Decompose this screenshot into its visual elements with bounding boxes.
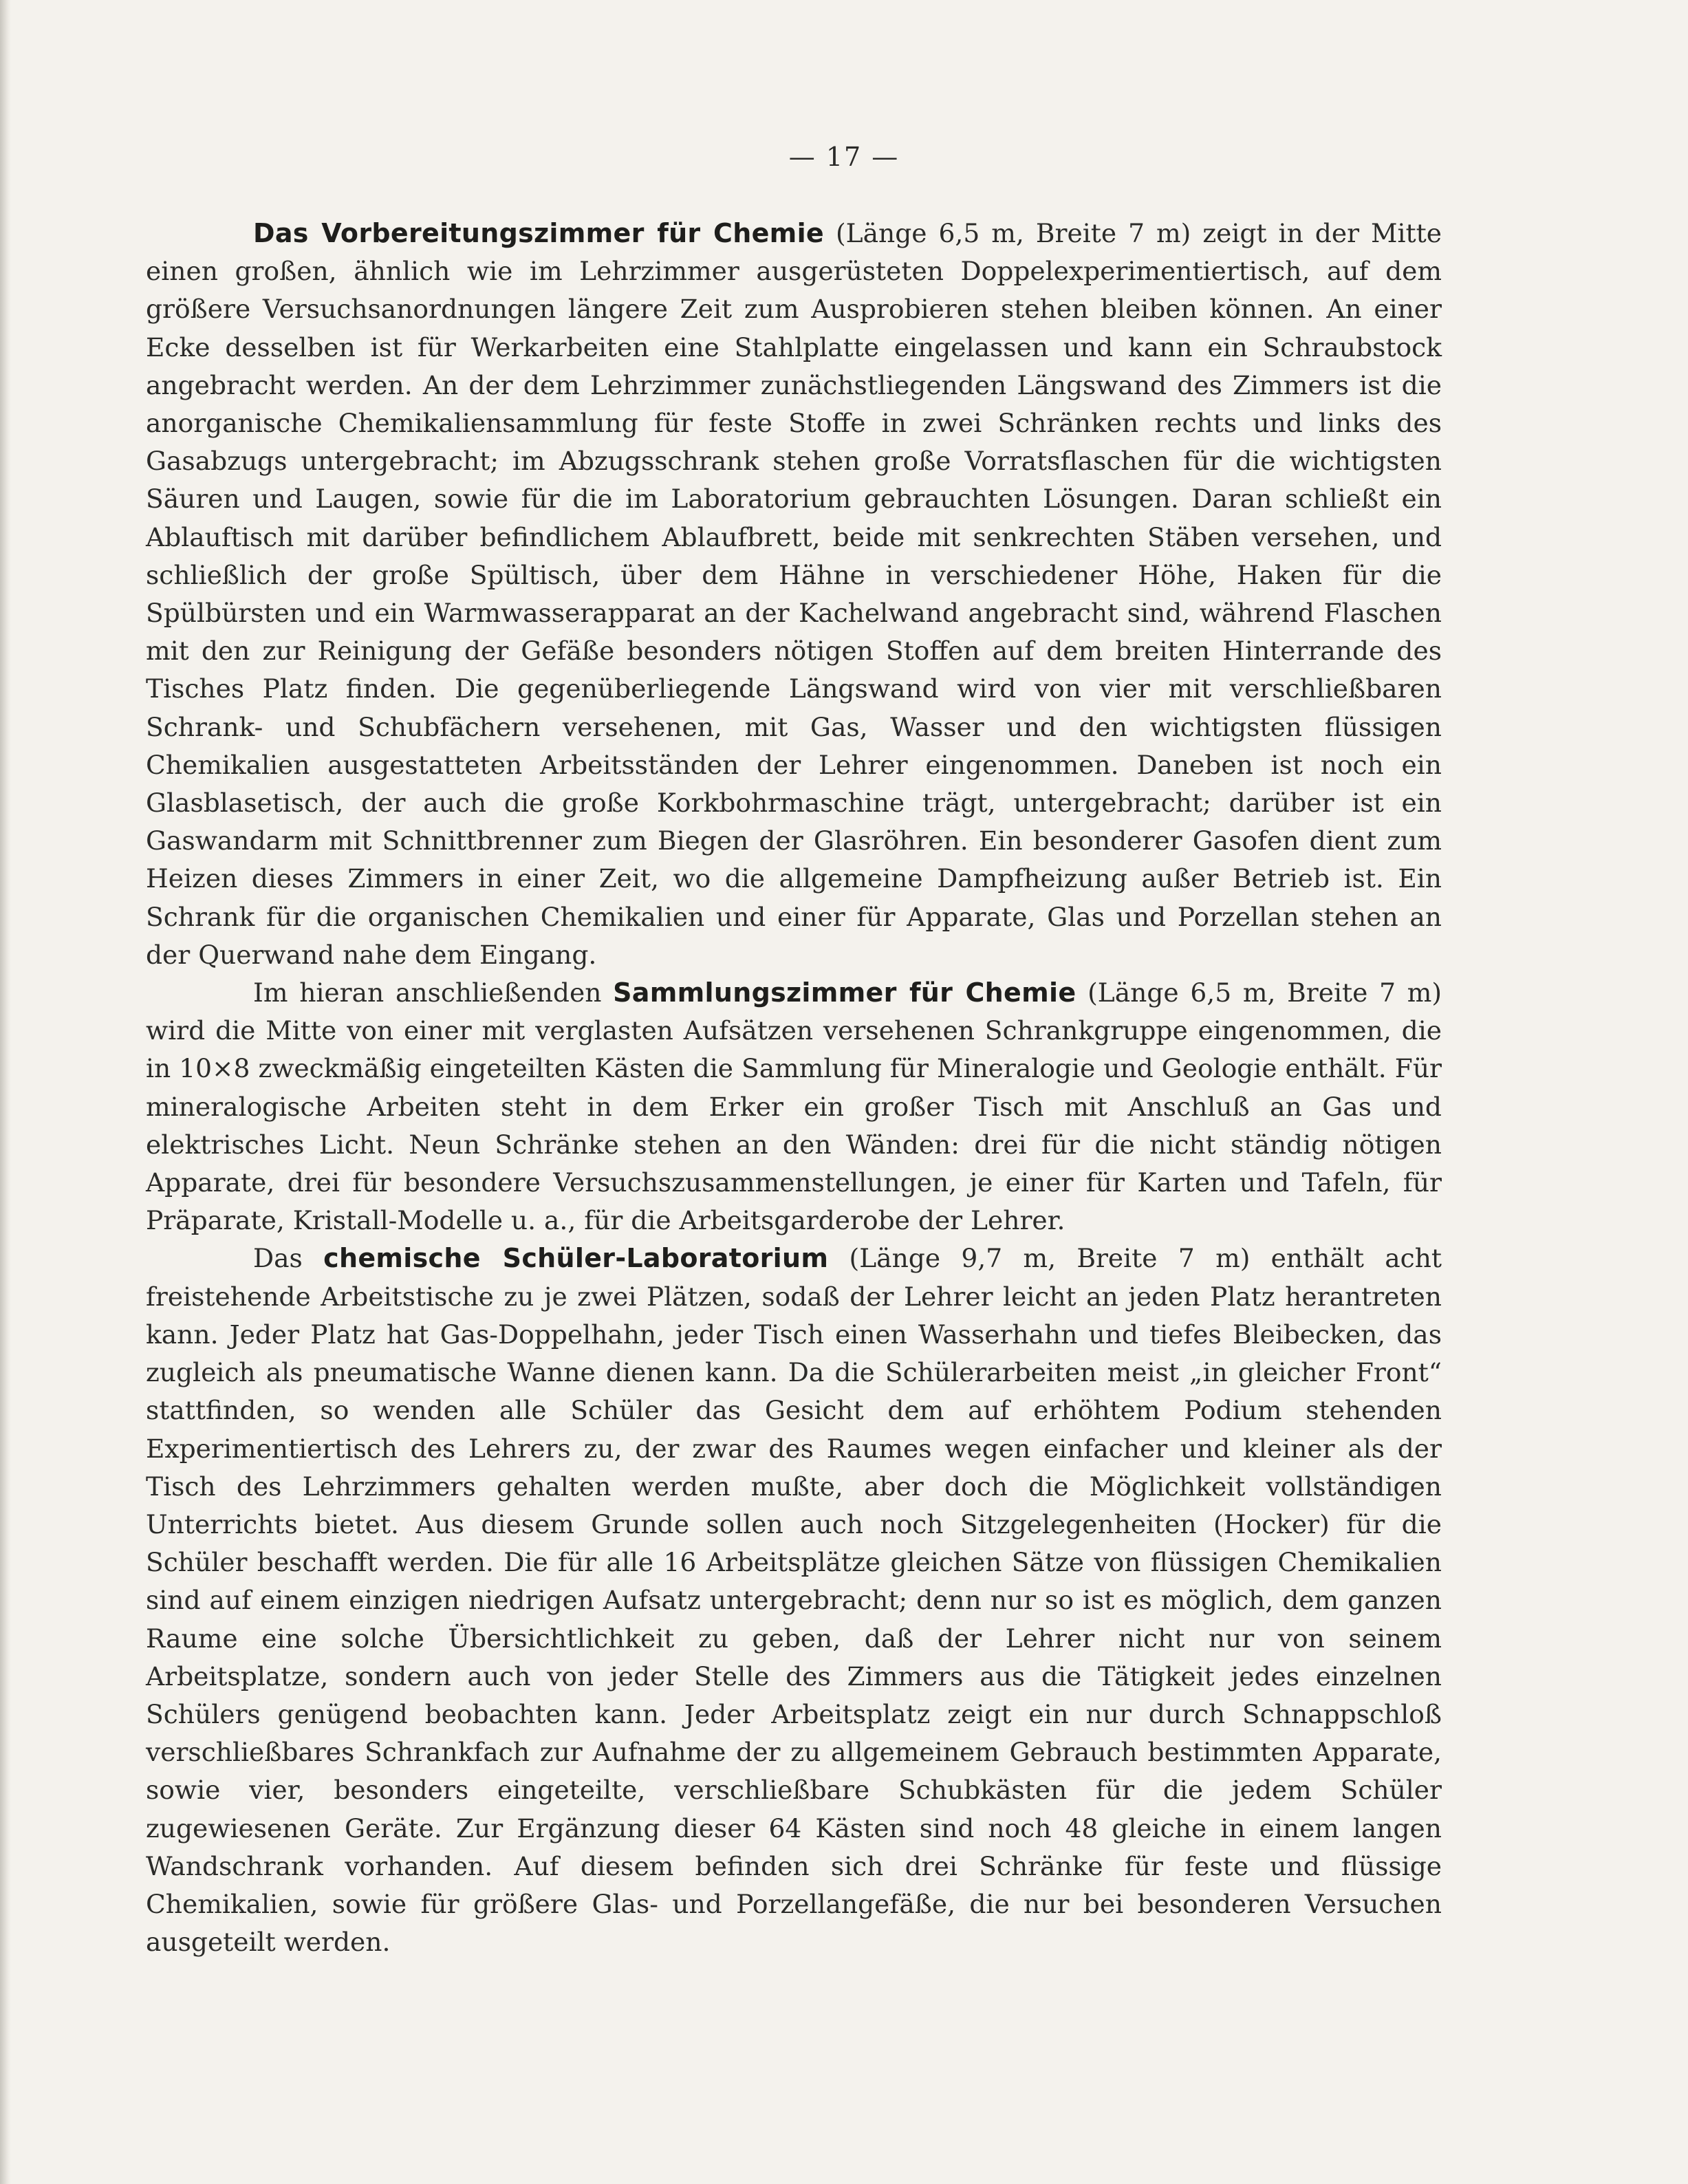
paragraph-lead: Das (253, 1243, 324, 1274)
paragraph-sammlungszimmer (146, 974, 1442, 1240)
heading-vorbereitungszimmer: Das Vorbereitungszimmer für Chemie (253, 218, 824, 248)
paragraph-lead: Im hieran anschließenden (253, 977, 614, 1008)
paragraph-schueler-laboratorium (146, 1240, 1442, 1961)
paragraph-vorbereitungszimmer (146, 215, 1442, 974)
paragraph-text: (Länge 9,7 m, Breite 7 m) enthält acht freistehende Arbeitstische zu je zwei Plätzen, sodaß der Lehrer leicht an jeden Platz herantreten kann. Jeder Platz hat Gas-Doppelhahn, jeder Tisch einen Wasserhahn und tiefes Bleibecken, das zugleich als pneumatische Wanne dienen kann. Da die Schülerarbeiten meist „in gleicher Front“ stattfinden, so wenden alle Schüler das Gesicht dem auf erhöhtem Podium stehenden Experimentiertisch des Lehrers zu, der zwar des Raumes wegen einfacher und kleiner als der Tisch des Lehrzimmers gehalten werden mußte, aber doch die Möglichkeit vollständigen Unterrichts bietet. Aus diesem Grunde sollen auch noch Sitzgelegenheiten (Hocker) für die Schüler beschafft werden. Die für alle 16 Arbeitsplätze gleichen Sätze von flüssigen Chemikalien sind auf einem einzigen niedrigen Aufsatz untergebracht; denn nur so ist es möglich, dem ganzen Raume eine solche Übersichtlichkeit zu geben, daß der Lehrer nicht nur von seinem Arbeitsplatze, sondern auch von jeder Stelle des Zimmers aus die Tätigkeit jedes einzelnen Schülers genügend beobachten kann. Jeder Arbeitsplatz zeigt ein nur durch Schnappschloß verschließbares Schrankfach zur Aufnahme der zu allgemeinem Gebrauch bestimmten Apparate, sowie vier, besonders eingeteilte, verschließbare Schubkästen für die jedem Schüler zugewiesenen Geräte. Zur Ergänzung dieser 64 Kästen sind noch 48 gleiche in einem langen Wandschrank vorhanden. Auf diesem befinden sich drei Schränke für feste und flüssige Chemikalien, sowie für größere Glas- und Porzellangefäße, die nur bei besonderen Versuchen ausgeteilt werden. (146, 1243, 1442, 1958)
page-number: — 17 — (788, 142, 900, 172)
heading-schueler-laboratorium: chemische Schüler-Laboratorium (323, 1243, 829, 1274)
page-binding-edge (0, 0, 11, 2184)
paragraph-text: (Länge 6,5 m, Breite 7 m) wird die Mitte von einer mit verglasten Aufsätzen versehenen Schrankgruppe eingenommen, die in 10×8 zweckmäßig eingeteilten Kästen die Sammlung für Mineralogie und Geologie enthält. Für mineralogische Arbeiten steht in dem Erker ein großer Tisch mit Anschluß an Gas und elektrisches Licht. Neun Schränke stehen an den Wänden: drei für die nicht ständig nötigen Apparate, drei für besondere Versuchszusammenstellungen, je einer für Karten und Tafeln, für Präparate, Kristall-Modelle u. a., für die Arbeitsgarderobe der Lehrer. (146, 977, 1442, 1236)
paragraph-text: (Länge 6,5 m, Breite 7 m) zeigt in der Mitte einen großen, ähnlich wie im Lehrzimmer ausgerüsteten Doppelexperimentiertisch, auf dem größere Versuchsanordnungen längere Zeit zum Ausprobieren stehen bleiben können. An einer Ecke desselben ist für Werkarbeiten eine Stahlplatte eingelassen und kann ein Schraubstock angebracht werden. An der dem Lehrzimmer zunächstliegenden Längswand des Zimmers ist die anorganische Chemikaliensammlung für feste Stoffe in zwei Schränken rechts und links des Gasabzugs untergebracht; im Abzugsschrank stehen große Vorratsflaschen für die wichtigsten Säuren und Laugen, sowie für die im Laboratorium gebrauchten Lösungen. Daran schließt ein Ablauftisch mit darüber befindlichem Ablaufbrett, beide mit senkrechten Stäben versehen, und schließlich der große Spültisch, über dem Hähne in verschiedener Höhe, Haken für die Spülbürsten und ein Warmwasserapparat an der Kachelwand angebracht sind, während Flaschen mit den zur Reinigung der Gefäße besonders nötigen Stoffen auf dem breiten Hinterrande des Tisches Platz finden. Die gegenüberliegende Längswand wird von vier mit verschließbaren Schrank- und Schubfächern versehenen, mit Gas, Wasser und den wichtigsten flüssigen Chemikalien ausgestatteten Arbeitsständen der Lehrer eingenommen. Daneben ist noch ein Glasblasetisch, der auch die große Korkbohrmaschine trägt, untergebracht; darüber ist ein Gaswandarm mit Schnittbrenner zum Biegen der Glasröhren. Ein besonderer Gasofen dient zum Heizen dieses Zimmers in einer Zeit, wo die allgemeine Dampfheizung außer Betrieb ist. Ein Schrank für die organischen Chemikalien und einer für Apparate, Glas und Porzellan stehen an der Querwand nahe dem Eingang. (146, 218, 1442, 970)
body-text (146, 215, 1442, 1961)
heading-sammlungszimmer: Sammlungszimmer für Chemie (613, 977, 1076, 1008)
